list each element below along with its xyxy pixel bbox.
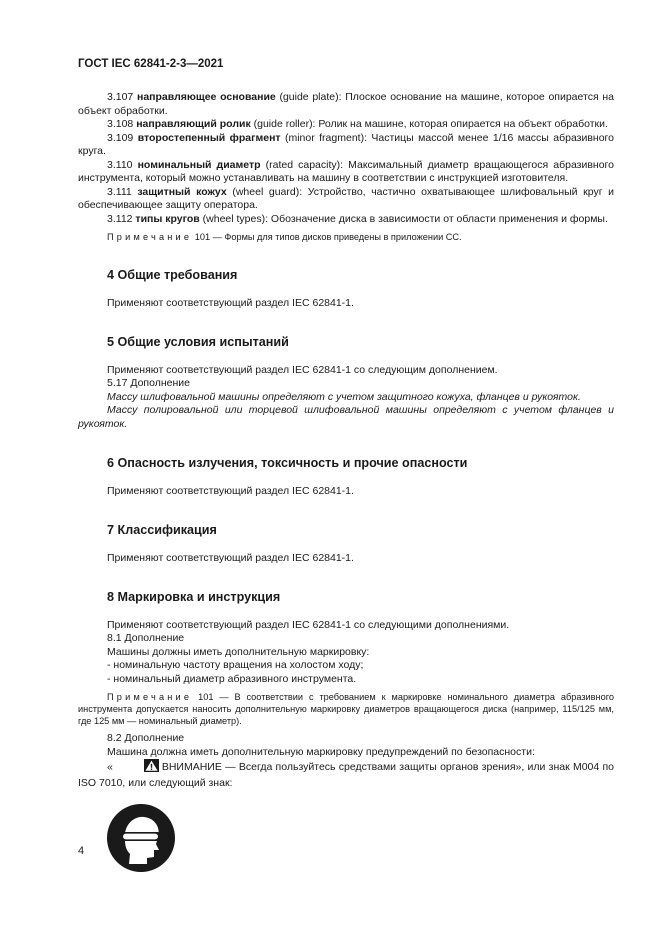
section-8-text: Применяют соответствующий раздел IEC 62841-1 со следующими дополнениями. [107,618,510,631]
section-4-text: Применяют соответствующий раздел IEC 62841-1. [107,296,354,309]
marking-item-diameter: - номинальный диаметр абразивного инструмента. [107,672,357,685]
warning-paragraph: « ВНИМАНИЕ — Всегда пользуйтесь средствами защиты органов зрения», или знак М004 по ISO 7010, или следующий знак: [78,761,614,789]
definition-3-111: 3.111 защитный кожух (wheel guard): Устройство, частично охватывающее шлифовальный круг и обеспечивающее защиту оператора. [78,185,615,211]
note-101-diameter: Примечание 101 — В соответствии с требованием к маркировке номинального диаметра абразивного инструмента допускается наносить дополнительную маркировку диаметров вращающегося диска (например, 115/125 мм, где 125 мм — номинальный диаметр). [78,692,614,726]
section-5-text: Применяют соответствующий раздел IEC 62841-1 со следующим дополнением. [107,363,498,376]
marking-intro: Машины должны иметь дополнительную маркировку: [107,645,370,658]
section-5-italic-2: Массу полировальной или торцевой шлифовальной машины определяют с учетом фланцев и рукояток. [78,404,614,430]
section-8-title: 8 Маркировка и инструкция [107,590,281,604]
section-7-text: Применяют соответствующий раздел IEC 62841-1. [107,551,354,564]
definition-3-108: 3.108 направляющий ролик (guide roller): Ролик на машине, которая опирается на объект обработки. [107,118,608,130]
marking-item-speed: - номинальную частоту вращения на холостом ходу; [107,659,364,671]
safety-marking-intro: Машина должна иметь дополнительную маркировку предупреждений по безопасности: [107,745,535,758]
subsection-8-2: 8.2 Дополнение [107,732,185,744]
warning-triangle-icon [115,759,159,777]
definition-3-112: 3.112 типы кругов (wheel types): Обозначение диска в зависимости от области применения и формы. [107,212,608,225]
subsection-5-17: 5.17 Дополнение [107,377,190,389]
section-6-text: Применяют соответствующий раздел IEC 62841-1. [107,484,354,497]
section-4-title: 4 Общие требования [107,268,238,282]
definition-3-110: 3.110 номинальный диаметр (rated capacity): Максимальный диаметр вращающегося абразивного инструмента, который можно устанавливать на машину в соответствии с инструкцией изготовителя. [78,158,614,184]
eye-protection-sign-icon [107,804,175,872]
page-content [78,91,614,872]
definition-3-107: 3.107 направляющее основание (guide plate): Плоское основание на машине, которое опирается на объект обработки. [78,91,614,117]
document-header: ГОСТ IEC 62841-2-3—2021 [78,58,224,70]
page-number: 4 [78,845,85,857]
section-7-title: 7 Классификация [107,523,217,537]
section-5-italic-1: Массу шлифовальной машины определяют с учетом защитного кожуха, фланцев и рукояток. [107,390,581,403]
section-5-title: 5 Общие условия испытаний [107,335,289,349]
section-6-title: 6 Опасность излучения, токсичность и прочие опасности [107,456,468,470]
subsection-8-1: 8.1 Дополнение [107,632,185,644]
definition-3-109: 3.109 второстепенный фрагмент (minor fragment): Частицы массой менее 1/16 массы абразивного круга. [78,131,614,157]
note-101-wheel-types: Примечание 101 — Формы для типов дисков приведены в приложении СС. [107,232,462,242]
